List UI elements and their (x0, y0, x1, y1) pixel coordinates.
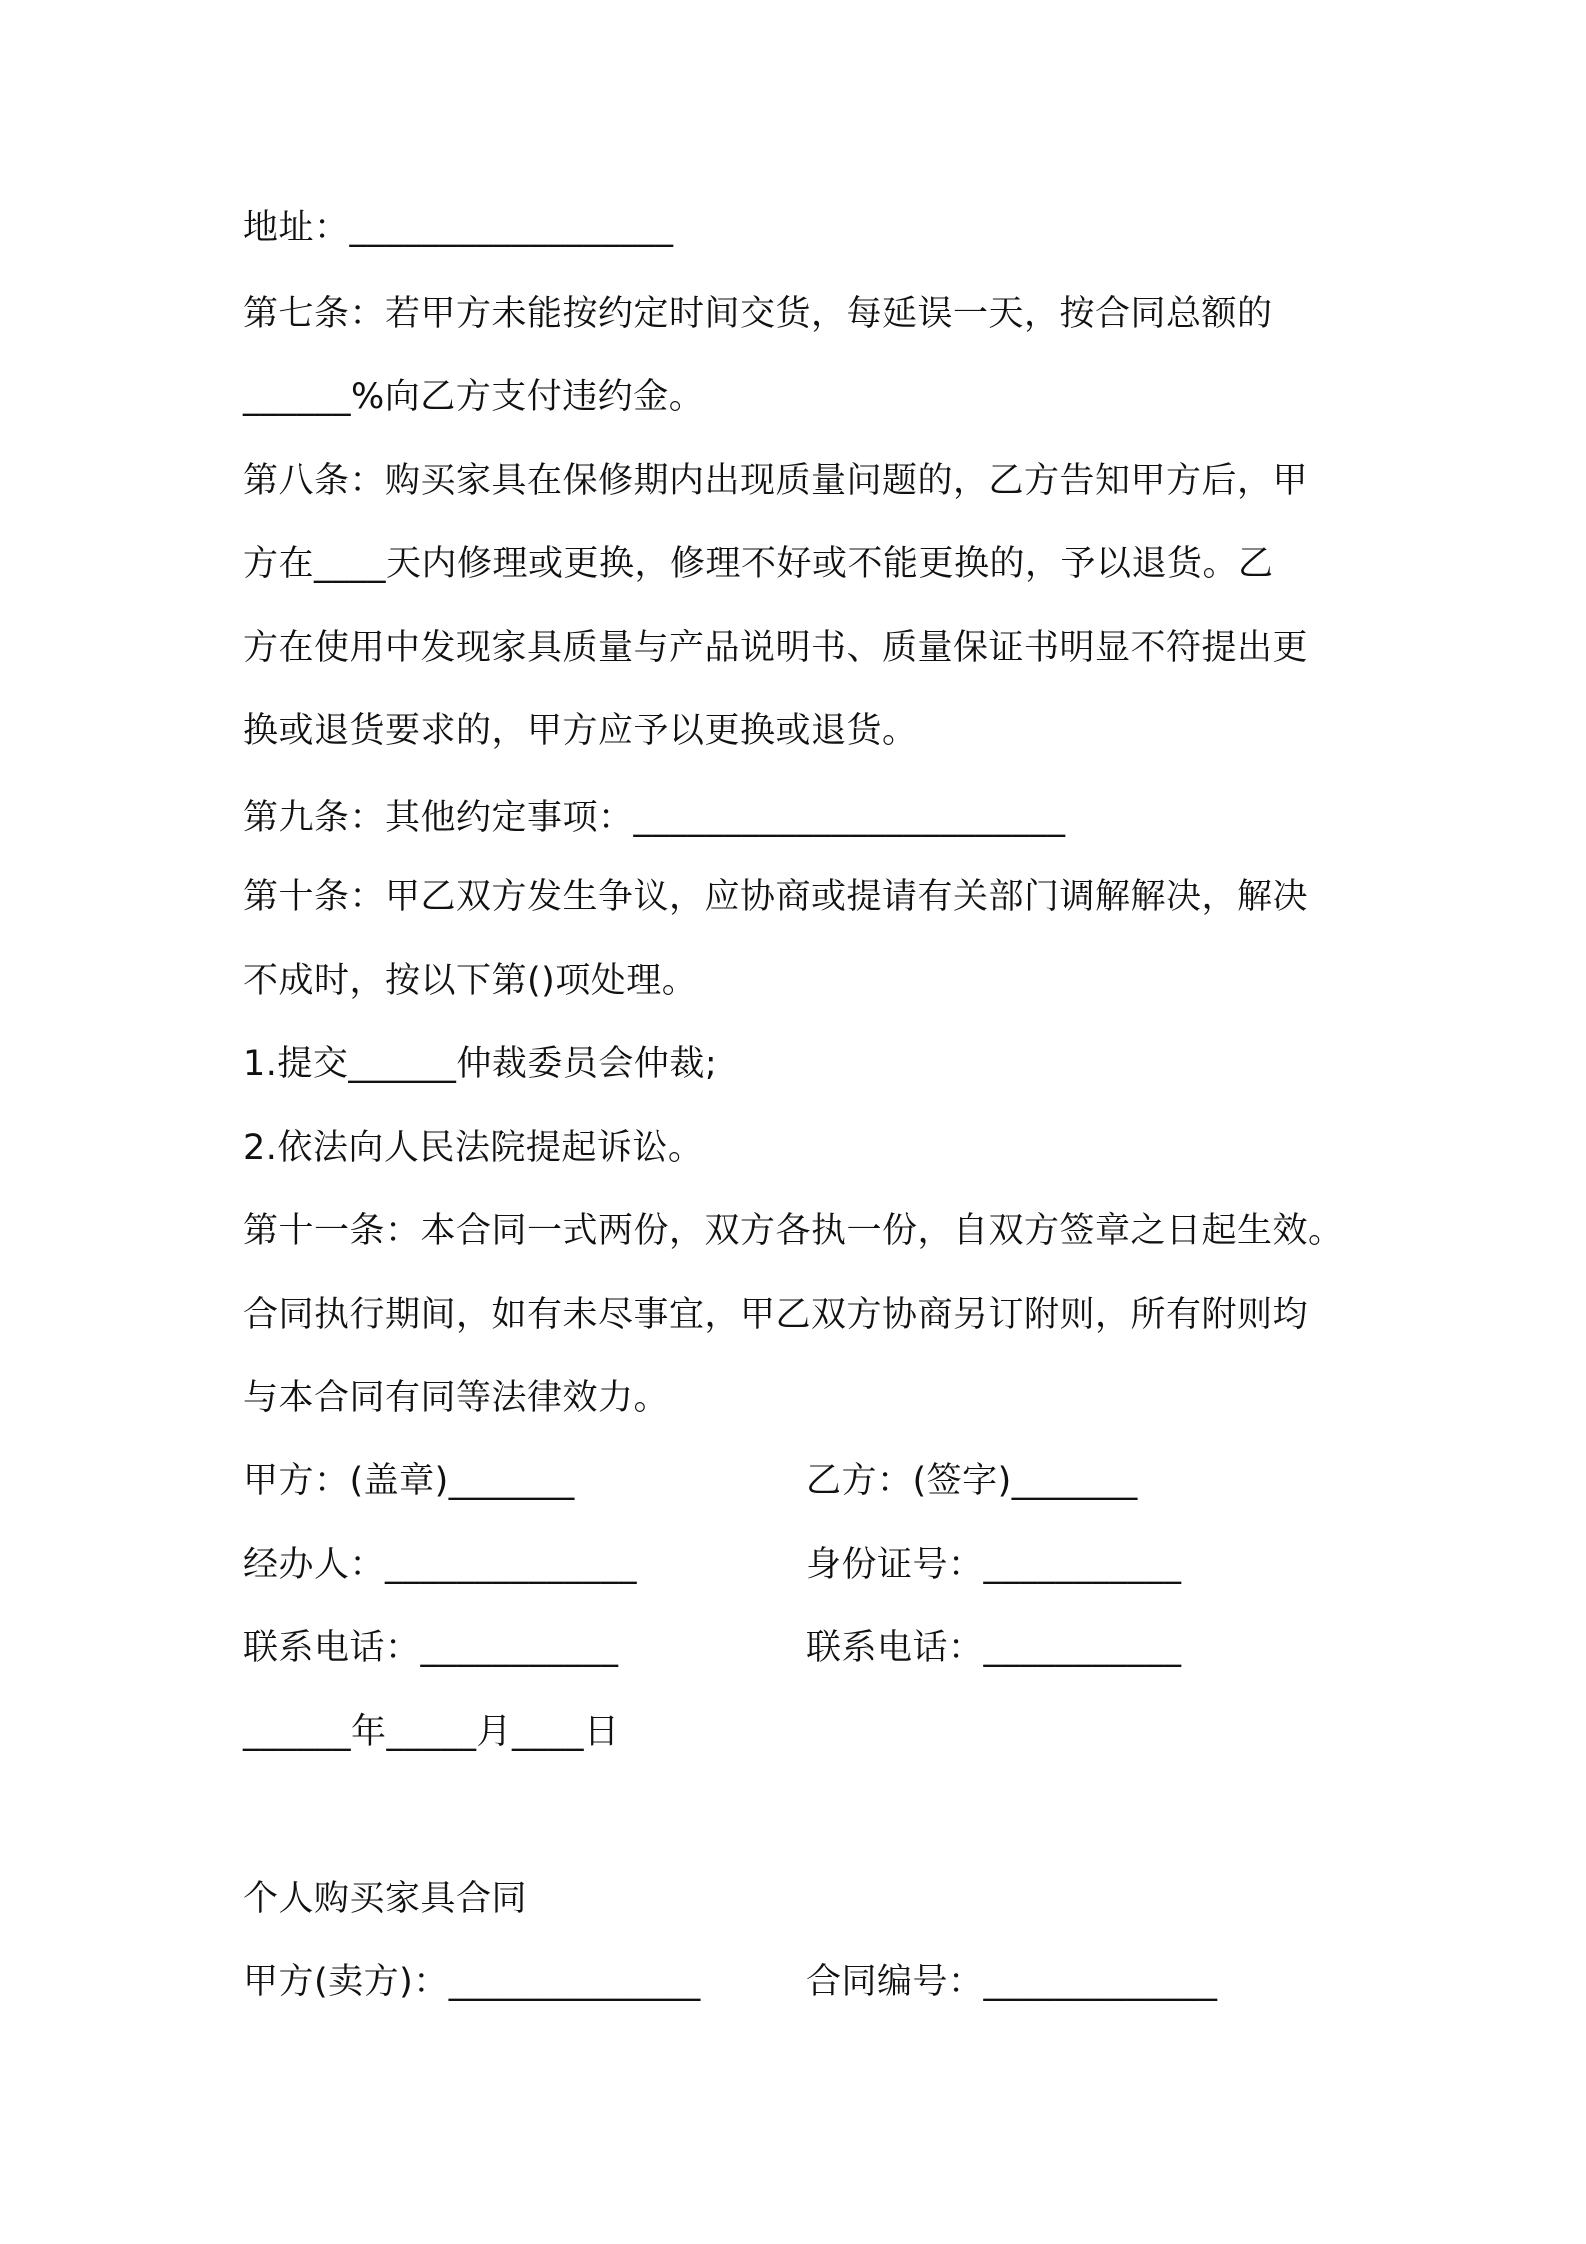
address-line: 地址：__________________ (243, 208, 674, 248)
article-9-line: 第九条：其他约定事项：________________________ (243, 798, 1066, 838)
article-8-line-2: 方在____天内修理或更换，修理不好或不能更换的，予以退货。乙 (243, 544, 1274, 584)
article-10-line-2: 不成时，按以下第()项处理。 (243, 961, 698, 1001)
phone-a-field: 联系电话：___________ (243, 1628, 619, 1668)
party-a-seal: 甲方：(盖章)_______ (243, 1461, 575, 1501)
party-b-signature: 乙方：(签字)_______ (806, 1461, 1138, 1501)
article-11-line-1: 第十一条：本合同一式两份，双方各执一份，自双方签章之日起生效。 (243, 1211, 1344, 1251)
article-8-line-3: 方在使用中发现家具质量与产品说明书、质量保证书明显不符提出更 (243, 628, 1309, 668)
id-number-field: 身份证号：___________ (806, 1545, 1182, 1585)
article-10-option-2: 2.依法向人民法院提起诉讼。 (243, 1128, 704, 1168)
agent-field: 经办人：______________ (243, 1545, 638, 1585)
article-10-line-1: 第十条：甲乙双方发生争议，应协商或提请有关部门调解解决，解决 (243, 877, 1309, 917)
article-7-line-2: ______%向乙方支付违约金。 (243, 377, 705, 417)
seller-field: 甲方(卖方)：______________ (243, 1962, 701, 2002)
article-7-line-1: 第七条：若甲方未能按约定时间交货，每延误一天，按合同总额的 (243, 294, 1273, 334)
phone-b-field: 联系电话：___________ (806, 1628, 1182, 1668)
date-field: ______年_____月____日 (243, 1712, 620, 1752)
article-11-line-3: 与本合同有同等法律效力。 (243, 1378, 670, 1418)
article-8-line-1: 第八条：购买家具在保修期内出现质量问题的，乙方告知甲方后，甲 (243, 461, 1309, 501)
article-8-line-4: 换或退货要求的，甲方应予以更换或退货。 (243, 711, 918, 751)
article-11-line-2: 合同执行期间，如有未尽事宜，甲乙双方协商另订附则，所有附则均 (243, 1295, 1309, 1335)
contract-number-field: 合同编号：_____________ (806, 1962, 1218, 2002)
article-10-option-1: 1.提交______仲裁委员会仲裁; (243, 1044, 718, 1084)
contract-title: 个人购买家具合同 (243, 1879, 528, 1919)
